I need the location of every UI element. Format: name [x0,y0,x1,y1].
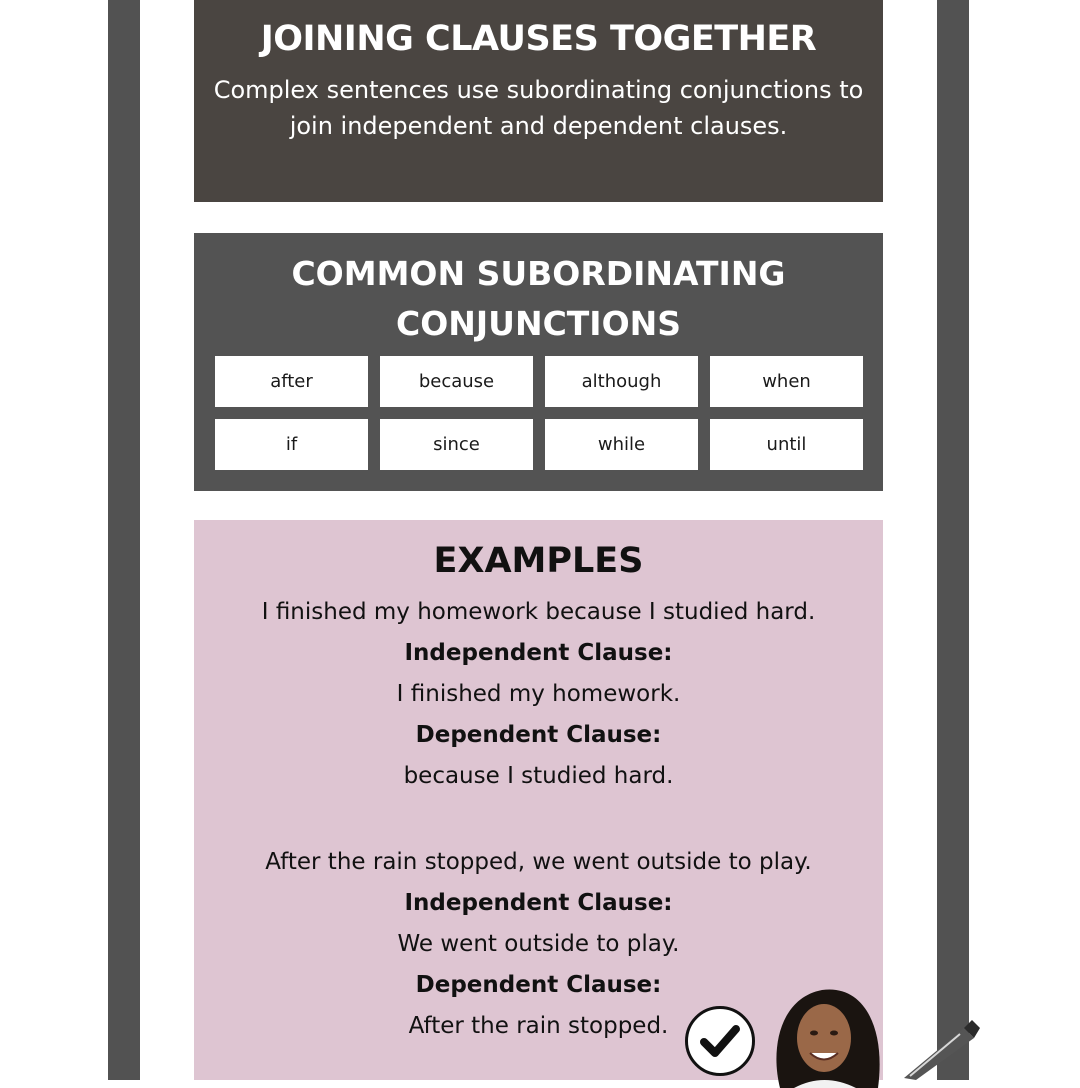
conjunction-chip-after: after [215,356,368,407]
intro-title: JOINING CLAUSES TOGETHER [260,19,817,59]
example-sentence: I finished my homework because I studied hard. [261,599,816,625]
independent-clause-label: Independent Clause: [404,640,673,666]
dependent-clause-label: Dependent Clause: [415,722,662,748]
conjunction-chip-if: if [215,419,368,470]
example-1 [194,592,883,797]
intro-body: Complex sentences use subordinating conjunctions to join independent and dependent clauses. [213,76,864,140]
examples-title: EXAMPLES [433,541,644,581]
conjunctions-title-line1: COMMON SUBORDINATING [291,254,786,293]
conjunction-grid [215,356,863,470]
left-border-rail [108,0,140,1080]
dependent-clause-text: because I studied hard. [403,763,674,789]
example-spacer [194,797,883,842]
right-border-rail [937,0,969,1080]
presenter-photo [760,978,890,1088]
dependent-clause-label: Dependent Clause: [415,972,662,998]
conjunction-chip-until: until [710,419,863,470]
conjunctions-panel [194,233,883,491]
conjunction-chip-because: because [380,356,533,407]
conjunctions-title-line2: CONJUNCTIONS [395,304,682,343]
independent-clause-text: We went outside to play. [397,931,680,957]
conjunction-chip-since: since [380,419,533,470]
dependent-clause-text: After the rain stopped. [408,1013,669,1039]
checkmark-circle-icon [685,1006,755,1076]
intro-panel [194,0,883,202]
conjunctions-title [194,249,883,349]
conjunction-chip-although: although [545,356,698,407]
conjunction-chip-while: while [545,419,698,470]
independent-clause-label: Independent Clause: [404,890,673,916]
example-sentence: After the rain stopped, we went outside to play. [265,849,812,875]
pen-icon [900,1010,980,1080]
independent-clause-text: I finished my homework. [396,681,681,707]
conjunction-chip-when: when [710,356,863,407]
